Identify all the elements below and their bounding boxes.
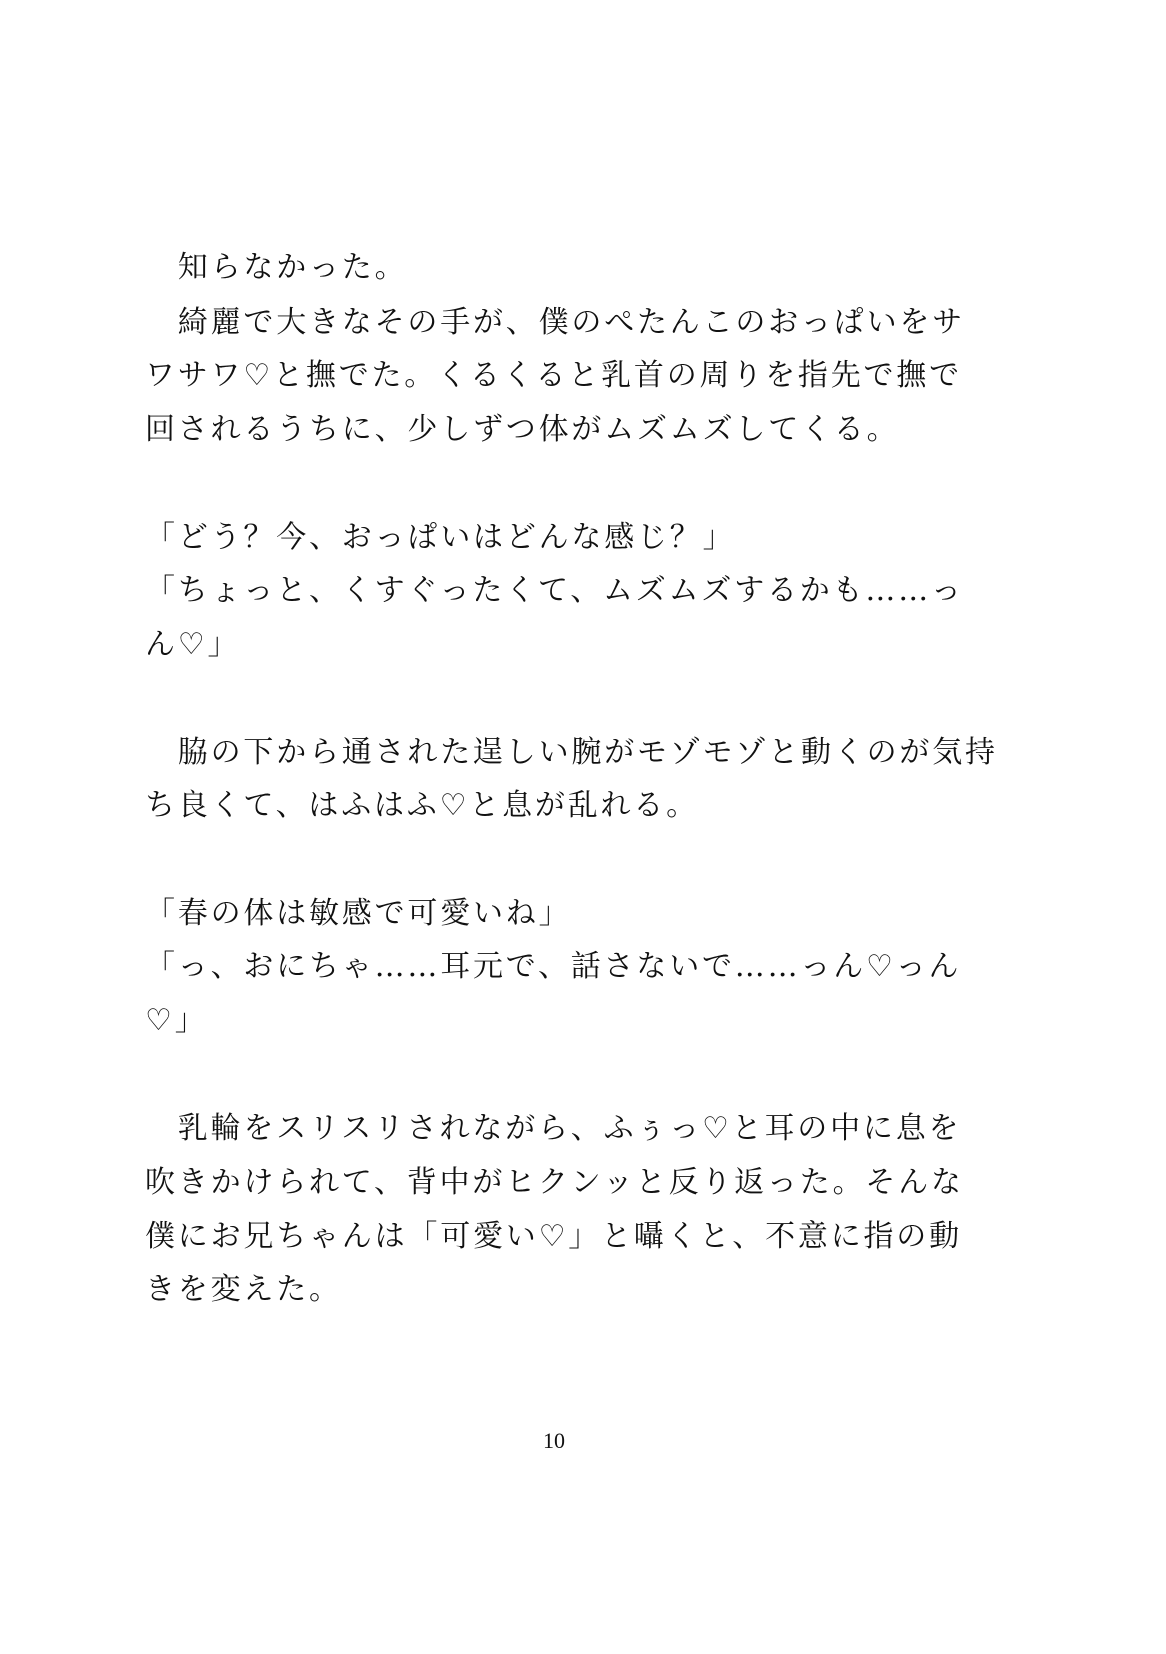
page-number: 10 [543,1428,565,1453]
text-line: ♡」 [145,1003,208,1038]
text-line: 僕にお兄ちゃんは「可愛い♡」と囁くと、不意に指の動 [145,1219,962,1254]
text-line: 乳輪をスリスリされながら、ふぅっ♡と耳の中に息を [145,1111,962,1146]
text-line: 綺麗で大きなその手が、僕のぺたんこのおっぱいをサ [145,305,965,340]
text-line: 知らなかった。 [145,250,408,285]
text-line: 回されるうちに、少しずつ体がムズムズしてくる。 [145,412,900,447]
text-line: ち良くて、はふはふ♡と息が乱れる。 [145,788,699,823]
text-line: きを変えた。 [145,1272,342,1307]
text-line: ワサワ♡と撫でた。くるくると乳首の周りを指先で撫で [145,358,962,393]
text-line: 「ちょっと、くすぐったくて、ムズムズするかも……っ [145,573,964,608]
text-line: 脇の下から通された逞しい腕がモゾモゾと動くのが気持 [145,735,998,770]
text-line: 「っ、おにちゃ……耳元で、話さないで……っん♡っん [145,949,962,984]
text-line: ん♡」 [145,627,241,662]
text-line: 「春の体は敏感で可愛いね」 [145,896,572,931]
text-line: 「どう？今、おっぱいはどんな感じ？」 [145,520,736,555]
text-line: 吹きかけられて、背中がヒクンッと反り返った。そんな [145,1165,964,1200]
